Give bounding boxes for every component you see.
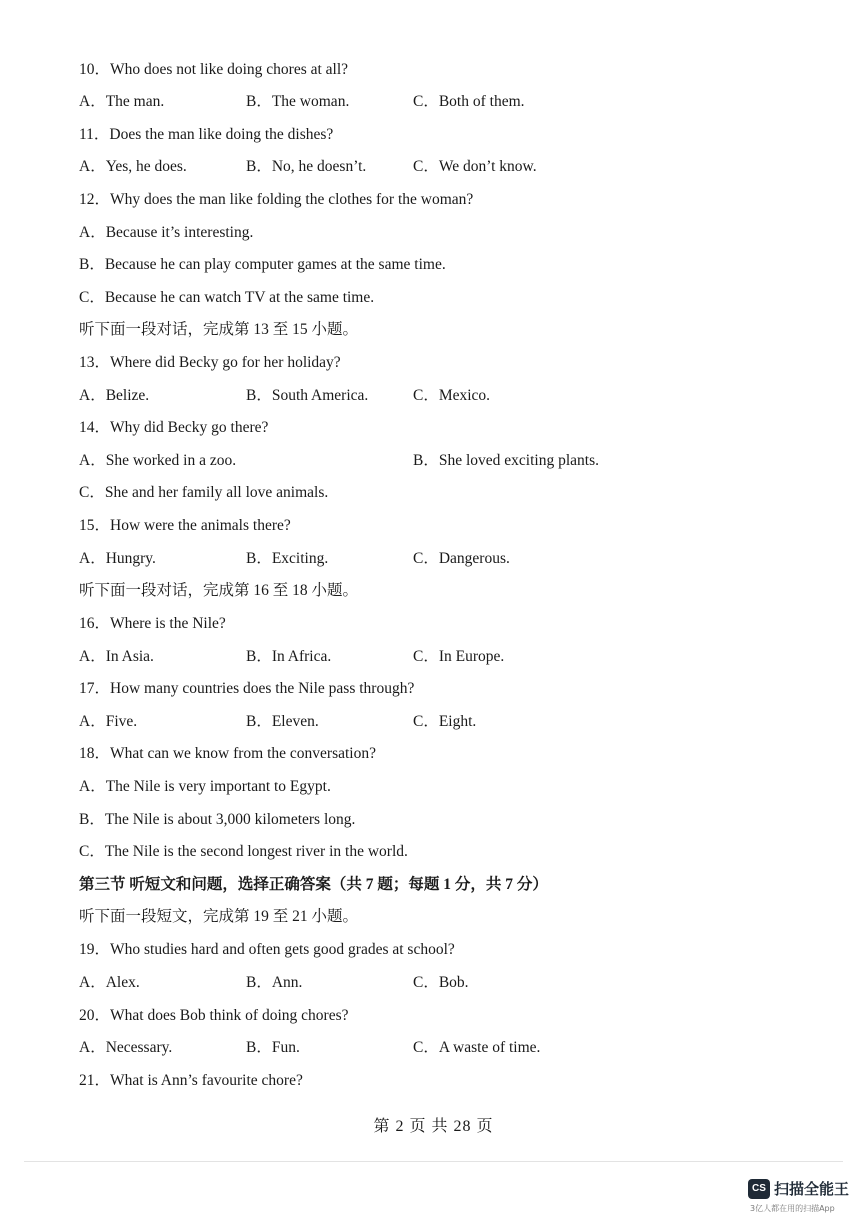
section-3-heading: 第三节 听短文和问题，选择正确答案（共 7 题；每题 1 分，共 7 分）	[79, 876, 548, 893]
question-17: 17．How many countries does the Nile pass through?	[79, 680, 415, 697]
instruction-16-18: 听下面一段对话，完成第 16 至 18 小题。	[79, 582, 359, 599]
q19-option-c: C．Bob.	[413, 974, 469, 991]
q17-option-a: A．Five.	[79, 713, 138, 730]
q20-option-c: C．A waste of time.	[413, 1039, 541, 1056]
q16-option-a: A．In Asia.	[79, 648, 154, 665]
question-10: 10．Who does not like doing chores at all?	[79, 61, 349, 78]
q18-option-a: A．The Nile is very important to Egypt.	[79, 778, 331, 795]
q11-option-a: A．Yes, he does.	[79, 158, 187, 175]
q11-option-b: B．No, he doesn’t.	[246, 158, 367, 175]
q17-option-c: C．Eight.	[413, 713, 477, 730]
page-number: 第 2 页 共 28 页	[373, 1118, 494, 1135]
q19-option-b: B．Ann.	[246, 974, 303, 991]
q14-option-a: A．She worked in a zoo.	[79, 452, 237, 469]
question-12: 12．Why does the man like folding the clothes for the woman?	[79, 191, 474, 208]
question-20: 20．What does Bob think of doing chores?	[79, 1007, 349, 1024]
q12-option-c: C．Because he can watch TV at the same time.	[79, 289, 375, 306]
question-13: 13．Where did Becky go for her holiday?	[79, 354, 341, 371]
q17-option-b: B．Eleven.	[246, 713, 319, 730]
question-14: 14．Why did Becky go there?	[79, 419, 269, 436]
q13-option-b: B．South America.	[246, 387, 369, 404]
instruction-13-15: 听下面一段对话，完成第 13 至 15 小题。	[79, 321, 359, 338]
q12-option-a: A．Because it’s interesting.	[79, 224, 254, 241]
q11-option-c: C．We don’t know.	[413, 158, 537, 175]
camscanner-logo-icon: CS	[748, 1179, 770, 1199]
instruction-19-21: 听下面一段短文，完成第 19 至 21 小题。	[79, 908, 359, 925]
q10-option-a: A．The man.	[79, 93, 165, 110]
q12-option-b: B．Because he can play computer games at the same time.	[79, 256, 446, 273]
q16-option-c: C．In Europe.	[413, 648, 505, 665]
q15-option-a: A．Hungry.	[79, 550, 156, 567]
question-21: 21．What is Ann’s favourite chore?	[79, 1072, 303, 1089]
q13-option-c: C．Mexico.	[413, 387, 491, 404]
q15-option-b: B．Exciting.	[246, 550, 329, 567]
question-18: 18．What can we know from the conversation?	[79, 745, 376, 762]
q13-option-a: A．Belize.	[79, 387, 150, 404]
q18-option-b: B．The Nile is about 3,000 kilometers long.	[79, 811, 356, 828]
q10-option-b: B．The woman.	[246, 93, 350, 110]
q20-option-b: B．Fun.	[246, 1039, 300, 1056]
camscanner-app-name: 扫描全能王	[774, 1180, 850, 1198]
question-19: 19．Who studies hard and often gets good grades at school?	[79, 941, 455, 958]
q16-option-b: B．In Africa.	[246, 648, 332, 665]
footer-divider	[24, 1161, 843, 1162]
question-15: 15．How were the animals there?	[79, 517, 291, 534]
q18-option-c: C．The Nile is the second longest river in the world.	[79, 843, 408, 860]
question-16: 16．Where is the Nile?	[79, 615, 226, 632]
q15-option-c: C．Dangerous.	[413, 550, 510, 567]
question-11: 11．Does the man like doing the dishes?	[79, 126, 334, 143]
q20-option-a: A．Necessary.	[79, 1039, 173, 1056]
q19-option-a: A．Alex.	[79, 974, 140, 991]
q10-option-c: C．Both of them.	[413, 93, 525, 110]
q14-option-b: B．She loved exciting plants.	[413, 452, 599, 469]
camscanner-tagline: 3亿人都在用的扫描App	[750, 1204, 835, 1213]
q14-option-c: C．She and her family all love animals.	[79, 484, 329, 501]
